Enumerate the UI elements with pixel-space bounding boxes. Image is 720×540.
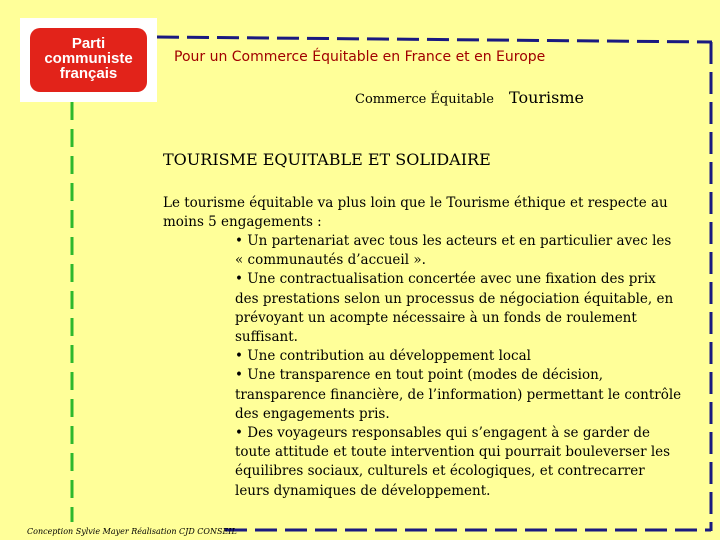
breadcrumb-current-tourisme: Tourisme [509,88,585,107]
breadcrumb [355,88,584,107]
logo-line-1: Parti [71,35,106,52]
list-item: • Une contractualisation concertée avec une fixation des prix des prestations selon un processus de négociation équitable, en prévoyant un acompte nécessaire à un fonds de roulement suffisant. [235,271,674,346]
list-item: • Un partenariat avec tous les acteurs et en particulier avec les « communautés d’accueil ». [235,233,672,269]
list-item: • Une contribution au développement local [235,348,531,365]
engagements-list [235,232,682,501]
logo-line-2: communiste [44,50,133,67]
footer-credit: Conception Sylvie Mayer Réalisation CJD CONSEIL [27,527,237,536]
list-item: • Une transparence en tout point (modes de décision, transparence financière, de l’information) permettant le contrôle des engagements pris. [235,367,682,422]
intro-paragraph: Le tourisme équitable va plus loin que le Tourisme éthique et respecte au moins 5 engagements : [163,195,668,231]
logo-line-3: français [59,65,118,82]
page-heading: TOURISME EQUITABLE ET SOLIDAIRE [163,150,491,169]
breadcrumb-link-commerce-equitable[interactable]: Commerce Équitable [355,92,494,107]
logo[interactable] [20,18,157,102]
logo-badge [30,28,147,92]
list-item: • Des voyageurs responsables qui s’engagent à se garder de toute attitude et toute intervention qui pourrait bouleverser les équilibres sociaux, culturels et écologiques, et contrecarrer leurs dynamiques de développement. [235,425,671,499]
site-title: Pour un Commerce Équitable en France et en Europe [174,49,546,65]
